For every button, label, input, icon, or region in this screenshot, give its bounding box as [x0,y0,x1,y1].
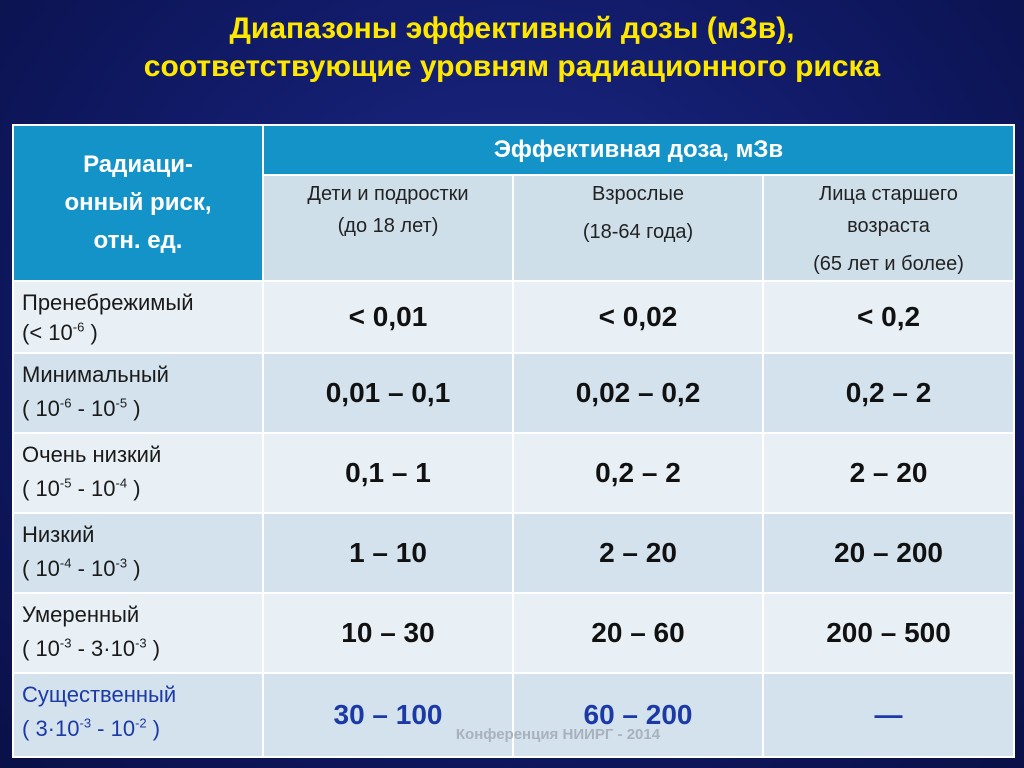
dose-adults: 60 – 200 [513,673,763,757]
risk-range-text: ( 3·10 [22,716,80,741]
table-row [13,513,1014,593]
risk-range-exponent: -3 [115,555,128,571]
risk-level-name: Существенный [22,682,177,707]
risk-range-exponent: -3 [59,635,72,651]
risk-range-text: - 10 [71,556,116,581]
dose-children: 1 – 10 [263,513,513,593]
risk-level-name: Пренебрежимый [22,290,194,315]
title-line-2: соответствующие уровням радиационного риска [143,50,881,83]
risk-range-text: - 10 [91,716,136,741]
dose-column-header: Эффективная доза, мЗв [263,125,1014,175]
risk-header-line-2: онный риск, [64,189,212,216]
group-elderly-line-1: Лица старшего [819,183,958,205]
risk-range-text: ( 10 [22,476,60,501]
risk-range-exponent: -5 [59,475,72,491]
risk-dose-table [12,124,1015,758]
group-adults-line-2: (18-64 года) [582,221,694,243]
table-row [13,673,1014,757]
dose-children: 0,01 – 0,1 [263,353,513,433]
risk-range-text: ( 10 [22,636,60,661]
risk-range-exponent: -4 [59,555,72,571]
dose-children: 0,1 – 1 [263,433,513,513]
dose-elderly: — [763,673,1014,757]
risk-range-exponent: -3 [135,635,147,651]
group-adults-line-1: Взрослые [592,183,684,205]
risk-level-cell [13,673,263,757]
risk-level-name: Очень низкий [22,442,162,467]
risk-level-cell [13,281,263,353]
dose-adults: 2 – 20 [513,513,763,593]
risk-range-exponent: -6 [72,319,85,335]
title-line-1: Диапазоны эффективной дозы (мЗв), [229,12,795,45]
risk-range-text: ( 10 [22,396,60,421]
risk-level-cell [13,513,263,593]
slide-title [0,10,1024,86]
risk-range-exponent: -6 [59,395,72,411]
group-adults [513,175,763,281]
risk-range-exponent: -3 [79,715,92,731]
risk-range [22,634,262,664]
group-children [263,175,513,281]
group-elderly [763,175,1014,281]
risk-range-text: ) [127,476,141,501]
risk-level-cell [13,353,263,433]
risk-range-exponent: -4 [115,475,128,491]
risk-range-text: - 3·10 [71,636,136,661]
conference-watermark: Конференция НИИРГ - 2014 [455,726,661,743]
risk-range-text: ) [84,320,98,345]
dose-adults: 0,02 – 0,2 [513,353,763,433]
group-elderly-line-2: возраста [847,215,930,237]
risk-range [22,320,98,345]
table-row [13,433,1014,513]
risk-range-text: (< 10 [22,320,73,345]
risk-range [22,714,262,744]
risk-level-name: Низкий [22,522,95,547]
risk-header-line-1: Радиаци- [83,151,193,178]
risk-range [22,554,262,584]
dose-adults: 20 – 60 [513,593,763,673]
dose-children: < 0,01 [263,281,513,353]
dose-elderly: 0,2 – 2 [763,353,1014,433]
risk-range-exponent: -2 [135,715,147,731]
risk-level-name: Минимальный [22,362,169,387]
risk-range-text: ) [127,396,141,421]
table-row [13,353,1014,433]
risk-level-name: Умеренный [22,602,140,627]
table-row [13,593,1014,673]
dose-adults: < 0,02 [513,281,763,353]
dose-children: 10 – 30 [263,593,513,673]
dose-elderly: < 0,2 [763,281,1014,353]
dose-children: 30 – 100 [263,673,513,757]
risk-range [22,394,262,424]
group-children-line-1: Дети и подростки [307,183,469,205]
risk-range-text: ( 10 [22,556,60,581]
risk-range-text: ) [146,636,161,661]
risk-range-exponent: -5 [115,395,128,411]
group-children-line-2: (до 18 лет) [337,215,439,237]
risk-level-cell [13,433,263,513]
risk-level-cell [13,593,263,673]
dose-elderly: 200 – 500 [763,593,1014,673]
risk-range-text: - 10 [71,476,116,501]
dose-elderly: 2 – 20 [763,433,1014,513]
risk-range-text: ) [146,716,161,741]
group-elderly-line-3: (65 лет и более) [813,253,964,275]
dose-elderly: 20 – 200 [763,513,1014,593]
risk-range-text: - 10 [71,396,116,421]
risk-range [22,474,262,504]
risk-column-header [13,125,263,281]
risk-header-line-3: отн. ед. [93,227,183,254]
dose-adults: 0,2 – 2 [513,433,763,513]
risk-range-text: ) [127,556,141,581]
table-row [13,281,1014,353]
